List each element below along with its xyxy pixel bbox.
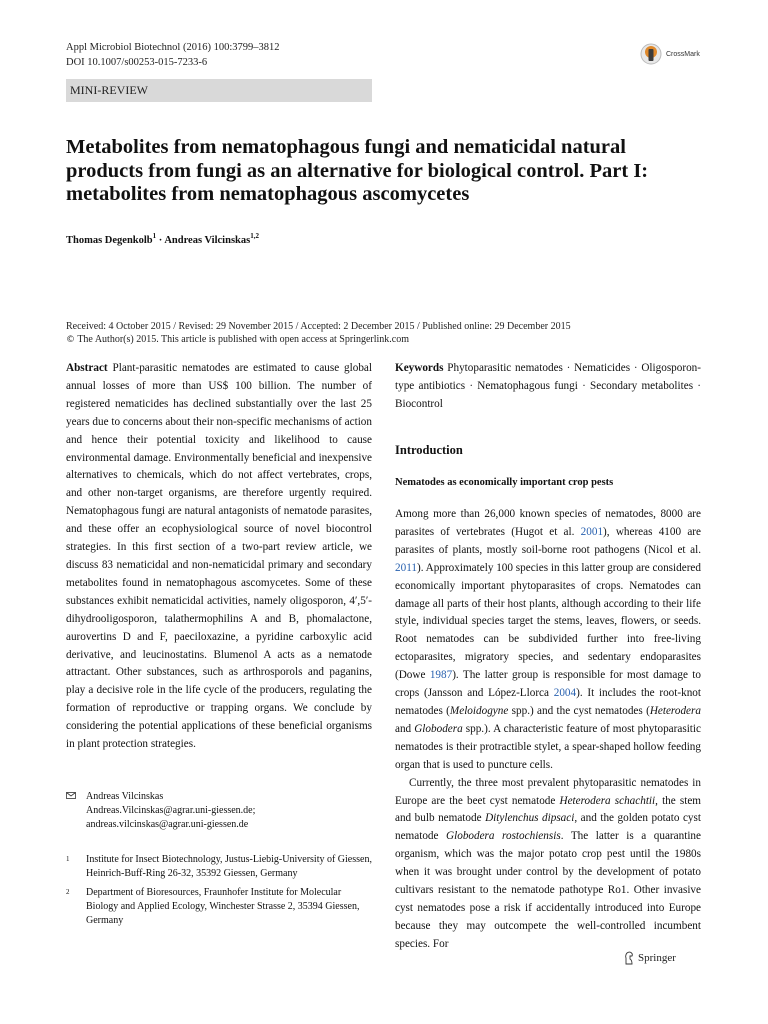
crossmark-label: CrossMark	[666, 50, 700, 58]
paragraph	[395, 508, 701, 771]
text-run: Among more than 26,000 known species of nematodes, 8000 are parasites of vertebrates (Hugot et al.	[395, 508, 701, 538]
copyright-icon: ©	[66, 335, 75, 345]
section-label: MINI-REVIEW	[66, 79, 372, 102]
species-name: Heterodera	[649, 704, 701, 717]
open-access-line	[66, 333, 726, 347]
affiliation	[66, 886, 372, 928]
affiliation-number: 1	[66, 855, 70, 863]
email-link[interactable]: andreas.vilcinskas@agrar.uni-giessen.de	[86, 819, 249, 830]
text-run: ), whereas 4100 are parasites of plants, mostly soil-borne root pathogens (Nicol et al.	[395, 525, 701, 556]
keywords-text: Phytoparasitic nematodes · Nematicides · Oligosporon-type antibiotics · Nematophagous fungi · Secondary metabolites · Biocontrol	[395, 362, 701, 410]
author-affiliation-sup: 1,2	[250, 232, 259, 240]
text-run: , and the golden potato cyst nematode	[395, 812, 701, 843]
article-title: Metabolites from nematophagous fungi and nematicidal natural products from fungi as an alternative for biological control. Part I: metabolites from nematophagous ascomycetes	[66, 136, 649, 205]
citation-link[interactable]: 1987	[429, 669, 453, 682]
springer-horse-icon	[623, 951, 635, 965]
section-heading-introduction: Introduction	[395, 443, 463, 457]
author-affiliation-sup: 1	[152, 232, 157, 240]
crossmark-badge[interactable]	[640, 43, 700, 65]
text-run: ). Approximately 100 species in this latter group are considered economically important phytoparasites of crops. Nematodes can damage all parts of their host plants, although according to their life style, individual species target the stems, leaves, flowers, or seeds. Root nematodes can be subdivided further into free-living ectoparasites, migratory species, and sedentary endoparasites (Dowe	[395, 561, 701, 682]
dates-line: Received: 4 October 2015 / Revised: 29 November 2015 / Accepted: 2 December 2015 / Published online: 29 December 2015	[66, 321, 571, 332]
text-run: spp.). A characteristic feature of most phytoparasitic nematodes is their protractible stylet, a spear-shaped hollow feeding organ that is used to puncture cells.	[395, 722, 701, 771]
corresponding-author: Andreas Vilcinskas	[86, 791, 164, 802]
publisher-logo	[623, 951, 676, 965]
text-run: , the stem and bulb nematode	[395, 794, 701, 825]
journal-citation: Appl Microbiol Biotechnol (2016) 100:3799–3812	[66, 42, 280, 53]
abstract-text: Plant-parasitic nematodes are estimated to cause global annual losses of more than US$ 100 billion. The number of registered nematicides has declined substantially over the last 25 years due to concerns about their non-specific mechanisms of action and hence their potential toxicity and likelihood to cause environmental damage. Environmentally beneficial and inexpensive alternatives to chemicals, which do not affect vertebrates, crops, and other non-target organisms, are therefore urgently required. Nematophagous fungi are natural antagonists of nematode parasites, and these offer an ecophysiological source of novel biocontrol strategies. In this first section of a two-part review article, we discuss 83 nematicidal and non-nematicidal primary and secondary metabolites found in nematophagous ascomycetes. Some of these substances exhibit nematicidal activities, namely oligosporon, 4′,5′-dihydrooligosporon, talathermophilins A and B, phomalactone, aurovertins D and F, paecilоxazine, a pyridine carboxylic acid derivative, and leucinostatins. Blumenol A acts as a nematode attractant. Other substances, such as arthrosporols and paganins, play a decisive role in the life cycle of the producers, regulating the formation of reproductive or trapping organs. We conclude by considering the potential applications of these beneficial organisms in plant protection strategies.	[66, 362, 373, 751]
journal-header	[66, 40, 279, 70]
text-run: ). It includes the root-knot nematodes (	[395, 687, 701, 717]
publisher-name: Springer	[638, 952, 676, 964]
correspondence	[66, 790, 255, 832]
affiliation	[66, 853, 372, 881]
author-name: Thomas Degenkolb	[66, 235, 153, 246]
abstract-label: Abstract	[66, 362, 108, 374]
email-link[interactable]: Andreas.Vilcinskas@agrar.uni-giessen.de;	[86, 805, 256, 816]
crossmark-icon	[640, 43, 662, 65]
species-name: Globodera rostochiensis	[446, 830, 561, 843]
citation-link[interactable]: 2011	[395, 561, 417, 574]
introduction-body	[395, 506, 701, 954]
author-separator: ·	[156, 235, 165, 246]
text-run: ). The latter group is responsible for most damage to crops (Jansson and López-Llorca	[395, 669, 701, 700]
species-name: Ditylenchus dipsaci	[485, 812, 575, 825]
paragraph	[395, 775, 701, 954]
text-run: . The latter is a quarantine organism, which was the major potato crop pest until the 1980s when it was brought under control by the development of potato cultivars resistant to the nematode pathotype Ro1. Other invasive cyst nematodes pose a risk if accidentally introduced into Europe because they may outcompete the well-controlled incumbent species. For	[395, 830, 701, 950]
species-name: Globodera	[414, 722, 463, 735]
affiliation-text: Institute for Insect Biotechnology, Justus-Liebig-University of Giessen, Heinrich-Buff-Ring 26-32, 35392 Giessen, Germany	[86, 854, 372, 879]
abstract	[66, 360, 372, 754]
keywords-label: Keywords	[395, 362, 444, 374]
affiliation-text: Department of Bioresources, Fraunhofer Institute for Molecular Biology and Applied Ecology, Winchester Strasse 2, 35394 Giessen, Germany	[86, 887, 360, 926]
affiliation-number: 2	[66, 888, 70, 896]
text-run: Currently, the three most prevalent phytoparasitic nematodes in Europe are the beet cyst nematode	[395, 776, 701, 807]
text-run: spp.) and the cyst nematodes (	[508, 704, 650, 717]
citation-link[interactable]: 2004	[553, 687, 577, 700]
author-name: Andreas Vilcinskas	[164, 235, 251, 246]
species-name: Meloidogyne	[449, 704, 509, 717]
keywords	[395, 360, 701, 414]
author-line	[66, 232, 259, 246]
citation-link[interactable]: 2001	[580, 525, 604, 538]
text-run: and	[395, 722, 415, 735]
open-access-text: The Author(s) 2015. This article is published with open access at Springerlink.com	[77, 334, 410, 345]
species-name: Heterodera schachtii	[559, 794, 656, 807]
envelope-icon	[66, 792, 76, 799]
article-history	[66, 320, 726, 347]
doi-line: DOI 10.1007/s00253-015-7233-6	[66, 57, 208, 68]
subsection-heading: Nematodes as economically important crop pests	[395, 477, 614, 488]
